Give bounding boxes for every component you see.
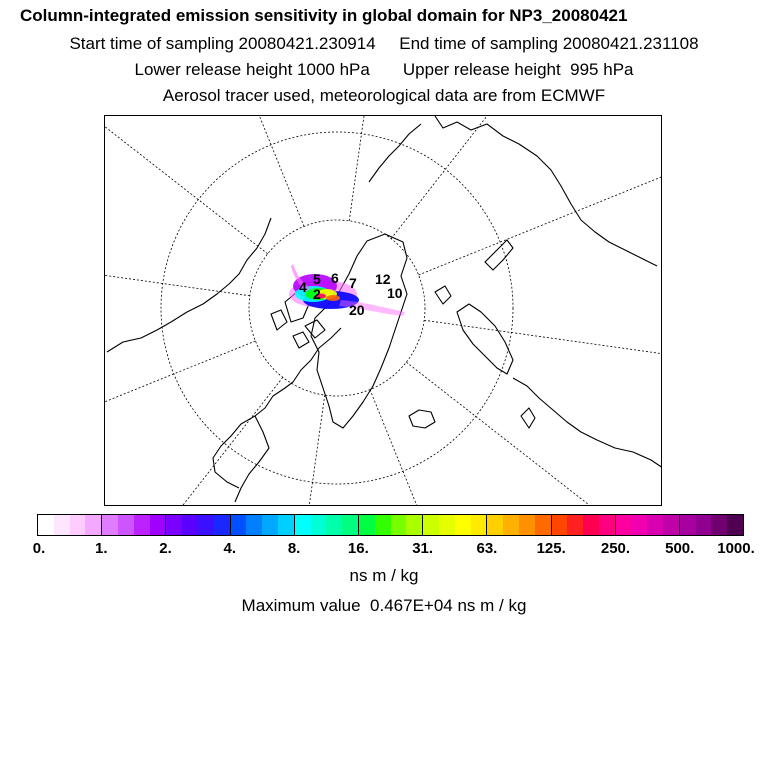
meridian-line	[105, 377, 283, 506]
coastline-novaya	[485, 240, 513, 270]
colorbar-swatch	[486, 515, 503, 535]
colorbar-swatch	[439, 515, 455, 535]
colorbar-swatch	[679, 515, 696, 535]
meridian-line	[370, 390, 599, 506]
colorbar-swatch	[134, 515, 150, 535]
colorbar-tick-label: 1000.	[717, 540, 755, 557]
colorbar-swatch	[503, 515, 519, 535]
meridian-line	[105, 341, 255, 506]
colorbar-swatch	[375, 515, 391, 535]
colorbar-swatch	[422, 515, 439, 535]
coastline-svalbard	[435, 286, 451, 304]
colorbar-swatch	[246, 515, 262, 535]
colorbar-swatch	[54, 515, 70, 535]
colorbar-swatch	[615, 515, 632, 535]
colorbar-swatch	[551, 515, 568, 535]
colorbar-swatch	[567, 515, 583, 535]
colorbar-swatch	[182, 515, 198, 535]
colorbar-swatch	[150, 515, 166, 535]
colorbar-swatch	[311, 515, 327, 535]
colorbar-tick-label: 500.	[665, 540, 695, 557]
colorbar-swatch	[214, 515, 230, 535]
coastline-alaska	[107, 218, 271, 352]
track-label: 12	[375, 271, 391, 287]
colorbar-swatch	[70, 515, 86, 535]
colorbar-swatch	[406, 515, 422, 535]
colorbar-swatch	[663, 515, 679, 535]
coastline-iceland	[409, 410, 435, 428]
colorbar-swatch	[326, 515, 342, 535]
colorbar-tick-label: 125.	[536, 540, 566, 557]
meridian-line	[391, 116, 662, 239]
colorbar-tick-label: 31.	[412, 540, 434, 557]
colorbar-swatch	[358, 515, 375, 535]
track-label: 2	[313, 286, 321, 302]
coastline-britain	[521, 408, 535, 428]
meridian-line	[105, 116, 304, 226]
colorbar-swatch	[262, 515, 278, 535]
colorbar-swatch	[278, 515, 294, 535]
coastline-canada	[213, 328, 341, 488]
colorbar-swatch	[647, 515, 663, 535]
colorbar-swatch	[696, 515, 712, 535]
map-title: Column-integrated emission sensitivity in global domain for NP3_20080421	[20, 6, 628, 25]
coastline-scandinavia	[457, 304, 513, 374]
colorbar-swatch	[85, 515, 101, 535]
colorbar-swatch	[599, 515, 615, 535]
colorbar-swatch	[198, 515, 214, 535]
track-label: 4	[299, 279, 307, 295]
maximum-value-label: Maximum value 0.467E+04 ns m / kg	[241, 596, 527, 615]
track-label: 5	[313, 271, 321, 287]
track-label: 10	[387, 285, 403, 301]
meridian-line	[424, 320, 662, 405]
colorbar-tick-label: 2.	[159, 540, 172, 557]
colorbar-swatch	[455, 515, 471, 535]
release-height-line: Lower release height 1000 hPa Upper release height 995 hPa	[134, 60, 634, 79]
track-label: 7	[349, 275, 357, 291]
colorbar-tick-label: 4.	[223, 540, 237, 557]
colorbar-tick-label: 1.	[95, 540, 108, 557]
colorbar-tick-label: 250.	[600, 540, 631, 557]
colorbar-swatch	[165, 515, 182, 535]
colorbar-tick-labels	[0, 540, 768, 560]
meridian-line	[240, 395, 325, 506]
meridian-line	[406, 362, 662, 506]
colorbar-swatch	[631, 515, 647, 535]
sampling-time-line: Start time of sampling 20080421.230914 End time of sampling 20080421.231108	[69, 34, 699, 53]
colorbar-tick-label: 16.	[347, 540, 369, 557]
colorbar-swatch	[583, 515, 599, 535]
colorbar-swatch	[711, 515, 727, 535]
colorbar-swatch	[230, 515, 247, 535]
colorbar-swatch	[727, 515, 743, 535]
track-label: 20	[349, 302, 365, 318]
meridian-line	[105, 116, 268, 254]
coastline-siberia	[369, 116, 657, 266]
coastline-hudson	[235, 416, 269, 502]
map-panel	[104, 115, 662, 506]
colorbar-swatch	[294, 515, 311, 535]
plume-contour	[326, 295, 340, 301]
polar-map	[105, 116, 662, 506]
colorbar-swatch	[342, 515, 358, 535]
colorbar-tick-label: 8.	[287, 540, 301, 557]
colorbar-units: ns m / kg	[349, 566, 419, 585]
colorbar	[37, 514, 744, 536]
colorbar-swatch	[38, 515, 54, 535]
meridian-line	[349, 116, 434, 221]
meridian-line	[419, 116, 662, 275]
colorbar-swatch	[471, 515, 487, 535]
colorbar-tick-label: 0.	[32, 540, 46, 557]
colorbar-swatch	[519, 515, 535, 535]
tracer-info-line: Aerosol tracer used, meteorological data are from ECMWF	[162, 86, 606, 105]
coastline-europe	[513, 378, 662, 468]
colorbar-swatch	[101, 515, 118, 535]
colorbar-swatch	[391, 515, 407, 535]
coastline-greenland	[311, 234, 407, 428]
colorbar-swatch	[535, 515, 551, 535]
colorbar-tick-label: 63.	[476, 540, 498, 557]
track-label: 6	[331, 270, 339, 286]
colorbar-swatch	[118, 515, 134, 535]
